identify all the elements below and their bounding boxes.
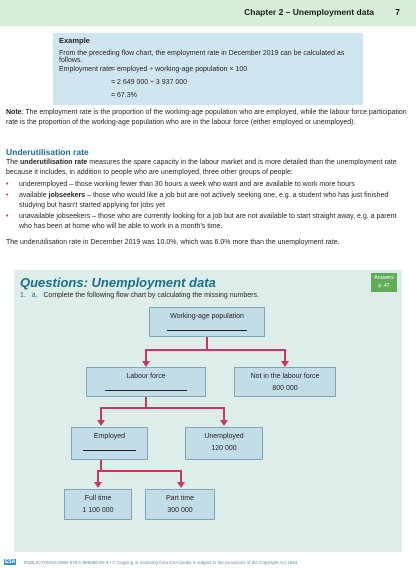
answer-blank[interactable] [83,450,136,451]
bullet-text: underemployed – those working fewer than 30 hours a week who want and are available to work more hours [19,181,355,188]
bullet-icon: • [6,192,9,199]
answer-blank[interactable] [105,390,188,391]
section-heading: Underutilisation rate [6,147,89,157]
flow-value: 120 000 [211,445,237,452]
example-lhs: Employment rate [59,66,112,73]
footer-text: PUBLICATIONS ISBN 978-1-988586-91-3 • © Copying or scanning from ESA books is subject to the provisions of the Copyright Act 1994 [24,560,298,565]
flow-box-full-time [64,489,132,520]
connector [223,407,225,420]
bullet-pre: available [19,192,49,199]
connector [180,470,182,482]
questions-title: Questions: Unemployment data [20,275,216,290]
note-text: : The employment rate is the proportion of the working-age population who are employed, while the labour force participation rate is the proportion of the working-age population who are in the labour force (either employed or unemployed). [6,109,407,126]
note-lead: Note [6,109,22,116]
arrow-icon [94,482,102,488]
flow-value: 300 000 [167,507,193,514]
question-part: a. [31,292,38,299]
flow-label: Unemployed [204,433,244,440]
flow-label: Full time [84,495,112,502]
bullet-text: unavailable jobseekers – those who are currently looking for a job but are not available to start straight away, e.g. a parent who has been at home who will be able to work in a month’s time. [19,213,397,230]
example-line-3: = 67.3% [111,92,137,99]
flow-value: 800 000 [272,385,298,392]
flow-box-unemployed [185,427,263,460]
underutilisation-intro [6,158,410,178]
page-header [0,0,416,26]
answers-badge[interactable] [371,273,397,292]
flow-label: Part time [165,495,194,502]
arrow-icon [220,420,228,426]
example-box [53,33,363,105]
question-number: 1. [20,292,26,299]
connector [100,407,102,420]
answers-label: Answers [374,275,394,281]
example-title: Example [59,36,90,45]
example-line-1: = employed ÷ working-age population × 100 [111,66,248,73]
list-item [6,191,410,211]
example-line-2: = 2 649 000 ÷ 3 937 000 [111,79,188,86]
answer-blank[interactable] [167,330,247,331]
flow-box-part-time [145,489,215,520]
connector [97,470,99,482]
bullet-bold: jobseekers [48,192,86,199]
flow-box-employed [71,427,148,460]
connector [284,349,286,361]
flow-box-working-age [149,307,265,337]
intro-post: measures the spare capacity in the labour market and is more detailed than the unemployment rate because it includes, in addition to people who are unemployed, three other groups of people: [6,159,397,176]
arrow-icon [177,482,185,488]
flow-label: Labour force [126,373,166,380]
connector [100,407,225,409]
question-1a [20,292,259,299]
flow-label: Employed [93,433,126,440]
questions-panel [14,270,402,552]
bullet-icon: • [6,213,9,220]
intro-pre: The [6,159,21,166]
flow-value: 1 100 000 [82,507,114,514]
page-number: 7 [395,7,400,17]
connector [145,349,147,361]
bullet-icon: • [6,181,9,188]
connector [145,349,286,351]
connector [206,336,208,350]
list-item [6,180,410,190]
flow-box-labour-force [86,367,206,397]
flow-box-not-in-labour-force [234,367,336,397]
bullet-text: – those who would like a job but are not actively seeking one, e.g. a student who has just finished studying but hasn’t started applying for jobs yet [19,192,389,209]
page-footer [0,557,416,569]
example-intro: From the preceding flow chart, the employment rate in December 2019 can be calculated as follows. [59,50,345,64]
list-item [6,212,410,232]
intro-bold: underutilisation rate [20,159,88,166]
esa-logo: ESA [5,559,16,565]
closing-paragraph: The underutilisation rate in December 2019 was 10.0%, which was 6.0% more than the unemployment rate. [6,239,340,246]
flow-label: Not in the labour force [250,373,320,380]
answers-page: p. 47 [378,283,390,289]
bullet-list [6,180,410,233]
question-text: Complete the following flow chart by calculating the missing numbers. [43,292,259,299]
note-paragraph [6,108,410,128]
connector [97,470,182,472]
flow-label: Working-age population [170,313,244,320]
chapter-title: Chapter 2 – Unemployment data [244,7,374,17]
arrow-icon [97,420,105,426]
